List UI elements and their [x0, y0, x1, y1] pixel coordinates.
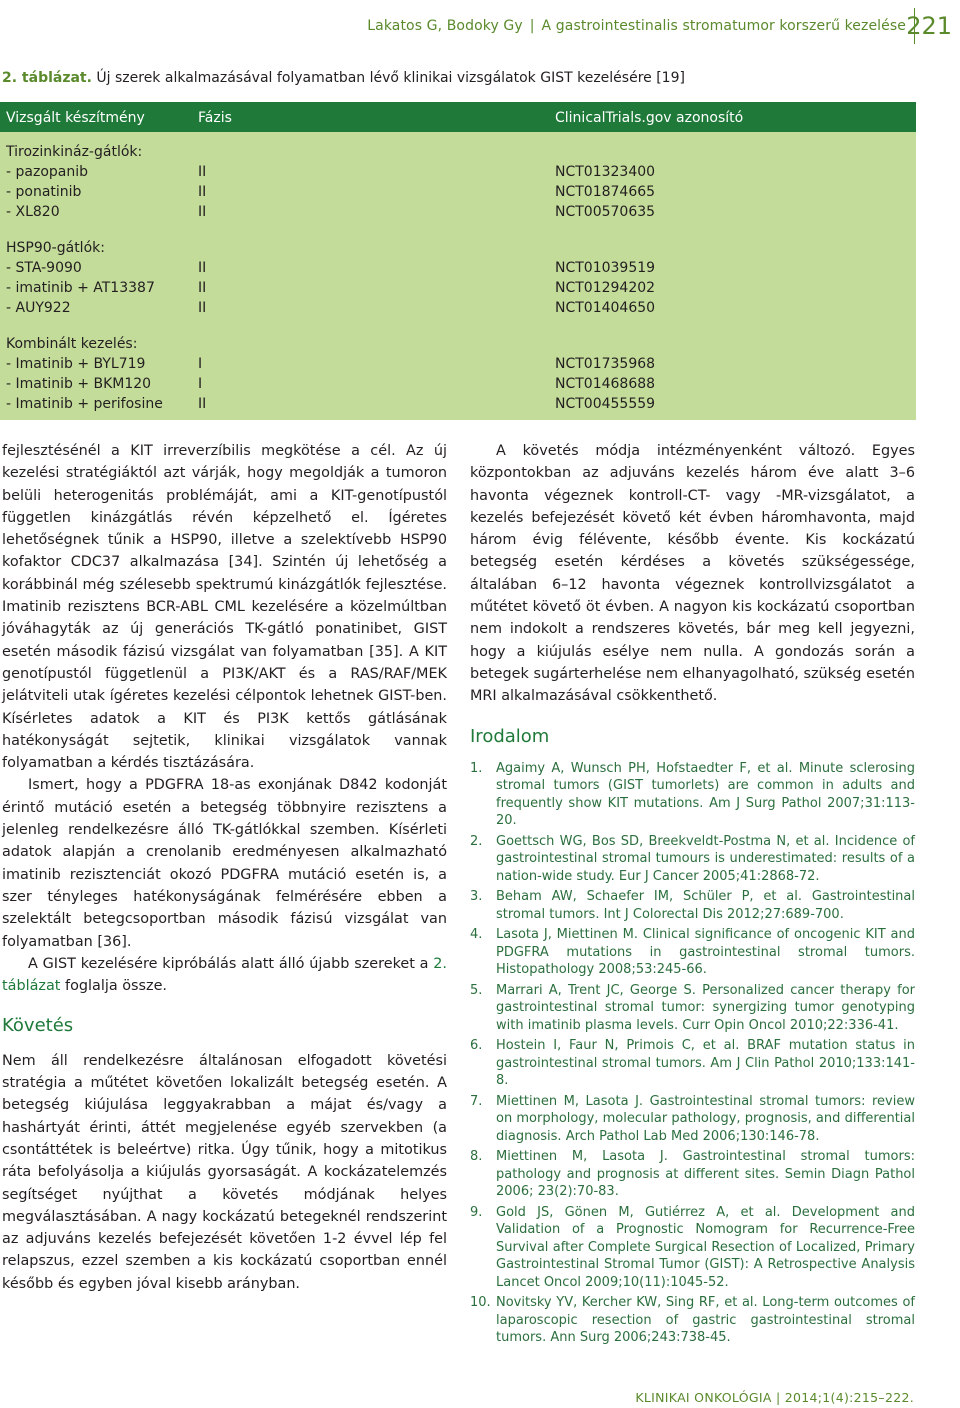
table-group-title-row: [0, 324, 916, 354]
trial-id-cell: NCT01039519: [549, 258, 916, 278]
drug-cell: - Imatinib + BYL719: [0, 354, 192, 374]
body-paragraph: A követés módja intézményenként változó. Egyes központokban az adjuváns kezelés három éve alatt 3–6 havonta végeznek kontroll-CT- vagy -MR-vizsgálatot, a kezelés befejezését követő két évben háromhavonta, majd három évig félévente, később évente. Kis kockázatú betegség esetén kérdéses a követés szükségessége, általában 6–12 havonta végeznek kontrollvizsgálatot a műtétet követő öt évben. A nagyon kis kockázatú csoportban nem indokolt a rendszeres követés, bár meg kell jegyezni, hogy a kiújulás esélye nem nulla. A gondozás során a betegek sugárterhelése nem elhanyagolható, szükség esetén MRI alkalmazásával csökkenthető.: [470, 443, 915, 705]
table-row: [0, 298, 916, 324]
reference-number: 9.: [470, 1204, 483, 1220]
reference-number: 7.: [470, 1093, 483, 1109]
drug-cell: - pazopanib: [0, 162, 192, 182]
journal-footer: KLINIKAI ONKOLÓGIA | 2014;1(4):215–222.: [635, 1390, 914, 1405]
reference-number: 2.: [470, 833, 483, 849]
body-paragraph: fejlesztésénél a KIT irreverzíbilis megkötése a cél. Az új kezelési stratégiáktól azt várják, hogy megoldják a tumoron belüli heterogenitás problémáját, ami a KIT-genotípustól független kinázgátlás révén képzelhető el. Ígéretes lehetőségnek tűnik a HSP90, illetve a szelektívebb HSP90 kofaktor CDC37 alkalmazása [34]. Szintén új lehetőség a korábbinál még szélesebb spektrumú kinázgátlók fejlesztése. Imatinib rezisztens BCR-ABL CML kezelésére a közelmúltban jóváhagyták az új generációs TK-gátló ponatinibet, GIST esetén második fázisú vizsgálat van folyamatban [35]. A KIT genotípustól függetlenül a PI3K/AKT és a RAS/RAF/MEK jelátviteli utak ígéretes kezelési célpontok lehetnek GIST-ben. Kísérletes adatok a KIT és PI3K kettős gátlásának hatékonyságát sejtetik, klinikai vizsgálatok vannak folyamatban a kérdés tisztázására.: [2, 443, 447, 772]
group-title: Tirozinkináz-gátlók:: [0, 132, 192, 162]
phase-cell: II: [192, 278, 549, 298]
running-head-authors: Lakatos G, Bodoky Gy: [367, 18, 523, 34]
reference-number: 3.: [470, 889, 483, 905]
phase-cell: I: [192, 354, 549, 374]
reference-number: 8.: [470, 1149, 483, 1165]
table-caption-text: Új szerek alkalmazásával folyamatban lévő klinikai vizsgálatok GIST kezelésére [19]: [96, 70, 685, 86]
table-row: [0, 354, 916, 374]
reference-item: [470, 982, 915, 1035]
reference-item: [470, 1148, 915, 1201]
section-heading-irodalom: Irodalom: [470, 725, 550, 747]
header-drug: Vizsgált készítmény: [0, 102, 192, 132]
reference-text: Novitsky YV, Kercher KW, Sing RF, et al. Long-term outcomes of laparoscopic resection of gastric gastrointestinal stromal tumors. Ann Surg 2006;243:738-45.: [496, 1295, 915, 1346]
drug-cell: - Imatinib + perifosine: [0, 394, 192, 420]
body-paragraph: [2, 953, 447, 998]
trial-id-cell: NCT01294202: [549, 278, 916, 298]
reference-text: Beham AW, Schaefer IM, Schüler P, et al. Gastrointestinal stromal tumors. Int J Colorectal Dis 2012;27:689-700.: [496, 889, 915, 922]
body-paragraph: Nem áll rendelkezésre általánosan elfogadott követési stratégia a műtétet követően lokalizált betegség esetén. A betegség kiújulása leggyakrabban a májat és/vagy a hashártyát érinti, áttét megjelenése egyéb szervekben (a csontáttétek is beleértve) ritka. Úgy tűnik, hogy a mitotikus ráta befolyásolja a kiújulás gyorsaságát. A kockázatelemzés segítséget nyújthat a követés módjának helyes megválasztásában. A nagy kockázatú betegeknél rendszerint az adjuváns kezelés befejezését követően 1-2 évvel lép fel relapszus, ezzel szemben a kis kockázatú csoportban ennél később és egyben jóval kisebb arányban.: [2, 1052, 447, 1292]
table-reference-link[interactable]: 2. táblázat: [2, 955, 447, 995]
table-group-title-row: [0, 132, 916, 162]
reference-text: Agaimy A, Wunsch PH, Hofstaedter F, et al. Minute sclerosing stromal tumors (GIST tumorlets) are common in adults and frequently show KIT mutations. Am J Surg Pathol 2007;31:113-20.: [496, 760, 915, 829]
reference-item: [470, 760, 915, 830]
reference-number: 10.: [470, 1295, 491, 1311]
table-group-title-row: [0, 228, 916, 258]
table-row: [0, 394, 916, 420]
running-head-separator: |: [529, 18, 535, 34]
trial-id-cell: NCT01323400: [549, 162, 916, 182]
phase-cell: II: [192, 162, 549, 182]
reference-item: [470, 1204, 915, 1292]
drug-cell: - ponatinib: [0, 182, 192, 202]
drug-cell: - imatinib + AT13387: [0, 278, 192, 298]
drug-cell: - AUY922: [0, 298, 192, 324]
reference-text: Hostein I, Faur N, Primois C, et al. BRAF mutation status in gastrointestinal stromal tumors. Am J Clin Pathol 2010;133:141-8.: [496, 1038, 915, 1089]
table-row: [0, 278, 916, 298]
right-column: [470, 440, 915, 1350]
reference-text: Miettinen M, Lasota J. Gastrointestinal stromal tumors: pathology and prognosis at different sites. Semin Diagn Pathol 2006; 23(2):70-83.: [496, 1149, 915, 1200]
table-caption-label: 2. táblázat.: [2, 70, 92, 86]
reference-item: [470, 1037, 915, 1090]
trial-id-cell: NCT00455559: [549, 394, 916, 420]
phase-cell: II: [192, 394, 549, 420]
reference-item: [470, 1093, 915, 1146]
table-caption: [2, 70, 685, 86]
phase-cell: II: [192, 182, 549, 202]
reference-text: Goettsch WG, Bos SD, Breekveldt-Postma N, et al. Incidence of gastrointestinal stromal tumours is underestimated: results of a nation-wide study. Eur J Cancer 2005;41:2868-72.: [496, 833, 915, 884]
reference-number: 5.: [470, 982, 483, 998]
running-head: [367, 18, 906, 34]
drug-cell: - Imatinib + BKM120: [0, 374, 192, 394]
left-column: [2, 440, 447, 1295]
trial-id-cell: NCT01468688: [549, 374, 916, 394]
reference-text: Gold JS, Gönen M, Gutiérrez A, et al. Development and Validation of a Prognostic Nomogram for Recurrence-Free Survival after Complete Surgical Resection of Localized, Primary Gastrointestinal Stromal Tumor (GIST): A Retrospective Analysis Lancet Oncol 2009;10(11):1045-52.: [496, 1204, 915, 1290]
reference-list: [470, 760, 915, 1347]
body-paragraph: Ismert, hogy a PDGFRA 18-as exonjának D842 kodonját érintő mutáció esetén a betegség többnyire rezisztens a jelenleg rendelkezésre álló TK-gátlókkal szemben. Kísérleti adatok alapján a crenolanib eredményesen alkalmazható imatinib rezisztenciát okozó PDGFRA mutáció esetén is, a szer tényleges hatékonyságának felmérésére ebben a szelektált betegcsoportban második fázisú vizsgálat van folyamatban [36].: [2, 777, 447, 950]
table-row: [0, 374, 916, 394]
drug-cell: - STA-9090: [0, 258, 192, 278]
reference-item: [470, 888, 915, 923]
group-title: Kombinált kezelés:: [0, 324, 192, 354]
paragraph-text: A GIST kezelésére kipróbálás alatt álló újabb szereket a: [28, 955, 434, 972]
reference-item: [470, 833, 915, 886]
reference-number: 6.: [470, 1038, 483, 1054]
running-head-title: A gastrointestinalis stromatumor korszerű kezelése: [541, 18, 906, 34]
reference-number: 1.: [470, 760, 483, 776]
table-row: [0, 182, 916, 202]
trial-id-cell: NCT00570635: [549, 202, 916, 228]
section-heading-kovetes: Követés: [2, 1015, 74, 1037]
header-trial-id: ClinicalTrials.gov azonosító: [549, 102, 916, 132]
phase-cell: II: [192, 298, 549, 324]
page-number: 221: [906, 12, 952, 40]
table-row: [0, 162, 916, 182]
header-phase: Fázis: [192, 102, 549, 132]
reference-text: Marrari A, Trent JC, George S. Personalized cancer therapy for gastrointestinal stromal tumor: synergizing tumor genotyping with imatinib plasma levels. Curr Opin Oncol 2010;22:336-41.: [496, 982, 915, 1033]
table-row: [0, 202, 916, 228]
phase-cell: II: [192, 202, 549, 228]
group-title: HSP90-gátlók:: [0, 228, 192, 258]
reference-item: [470, 926, 915, 979]
trial-id-cell: NCT01404650: [549, 298, 916, 324]
table-row: [0, 258, 916, 278]
trial-id-cell: NCT01874665: [549, 182, 916, 202]
phase-cell: I: [192, 374, 549, 394]
trial-id-cell: NCT01735968: [549, 354, 916, 374]
reference-item: [470, 1294, 915, 1347]
phase-cell: II: [192, 258, 549, 278]
clinical-trials-table: [0, 102, 916, 420]
reference-text: Miettinen M, Lasota J. Gastrointestinal stromal tumors: review on morphology, molecular pathology, prognosis, and differential diagnosis. Arch Pathol Lab Med 2006;130:146-78.: [496, 1093, 915, 1144]
reference-text: Lasota J, Miettinen M. Clinical significance of oncogenic KIT and PDGFRA mutations in gastrointestinal stromal tumors. Histopathology 2008;53:245-66.: [496, 927, 915, 978]
reference-number: 4.: [470, 927, 483, 943]
drug-cell: - XL820: [0, 202, 192, 228]
table-header-row: [0, 102, 916, 132]
paragraph-text: foglalja össze.: [60, 978, 168, 995]
